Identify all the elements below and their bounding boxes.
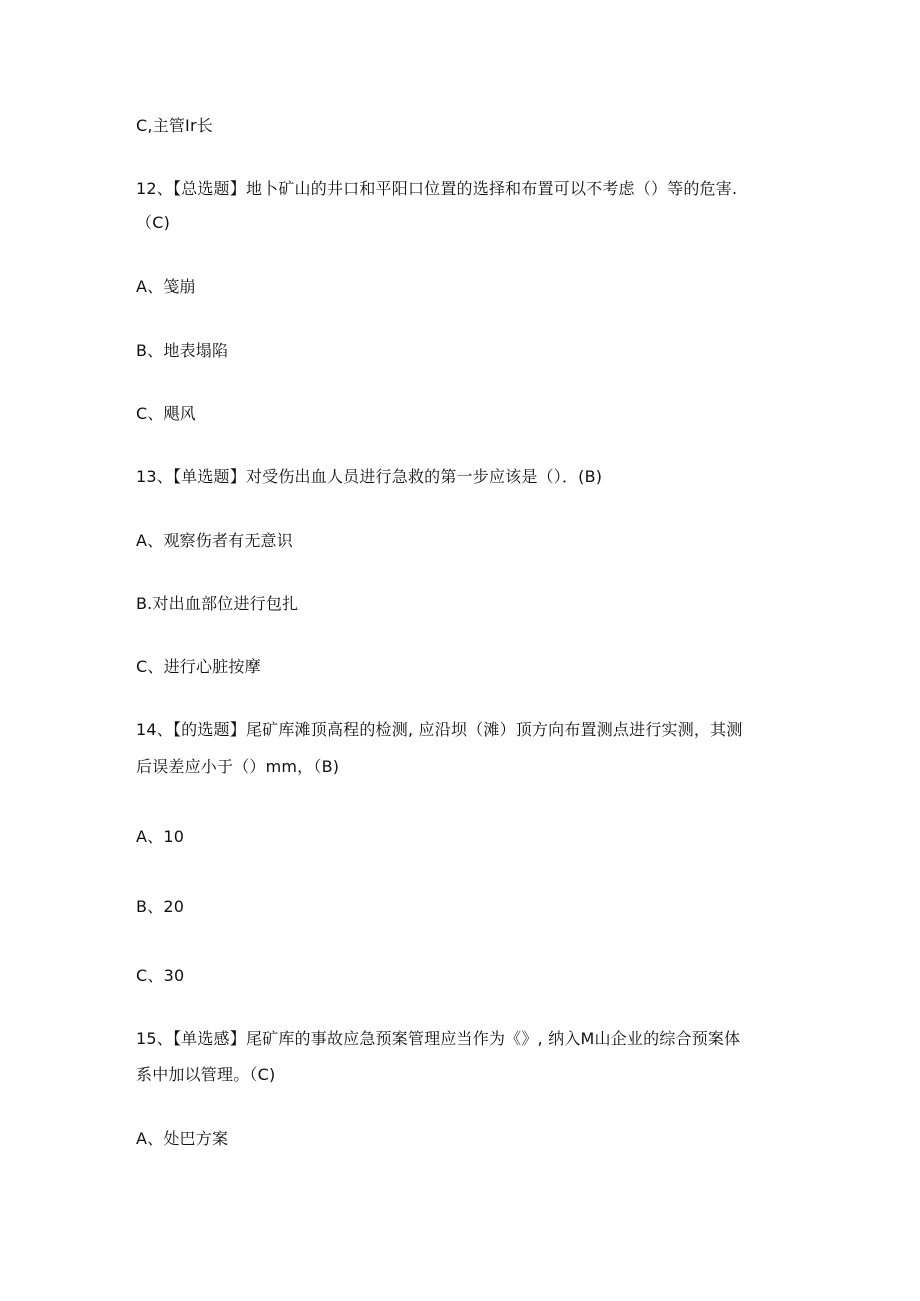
option-12-b: B、地表塌陷: [136, 341, 229, 360]
question-15-stem: 15、【单选感】尾矿库的事故应急预案管理应当作为《》, 纳入M山企业的综合预案体: [136, 1029, 741, 1048]
option-14-b: B、20: [136, 897, 185, 916]
option-12-a: A、笺崩: [136, 277, 196, 296]
option-13-c: C、进行心脏按摩: [136, 657, 261, 676]
question-14-stem: 14、【的选题】尾矿库滩顶高程的检测, 应沿坝（滩）顶方向布置测点进行实测，其测: [136, 720, 743, 739]
option-11-c: C,主管Ir长: [136, 116, 213, 135]
question-13-stem: 13、【单选题】对受伤出血人员进行急救的第一步应该是（）．(B): [136, 467, 603, 486]
question-12-answer: （C): [136, 213, 171, 232]
question-14-stem-cont: 后误差应小于（）mm，（B): [136, 757, 340, 776]
option-14-a: A、10: [136, 827, 185, 846]
option-14-c: C、30: [136, 966, 185, 985]
option-13-a: A、观察伤者有无意识: [136, 531, 293, 550]
option-13-b: B.对出血部位进行包扎: [136, 594, 299, 613]
question-15-stem-cont: 系中加以管理。（C): [136, 1065, 276, 1084]
option-15-a: A、处巴方案: [136, 1129, 229, 1148]
question-12-stem: 12、【总选题】地卜矿山的井口和平阳口位置的选择和布置可以不考虑（）等的危害.: [136, 179, 738, 198]
option-12-c: C、飓风: [136, 404, 196, 423]
